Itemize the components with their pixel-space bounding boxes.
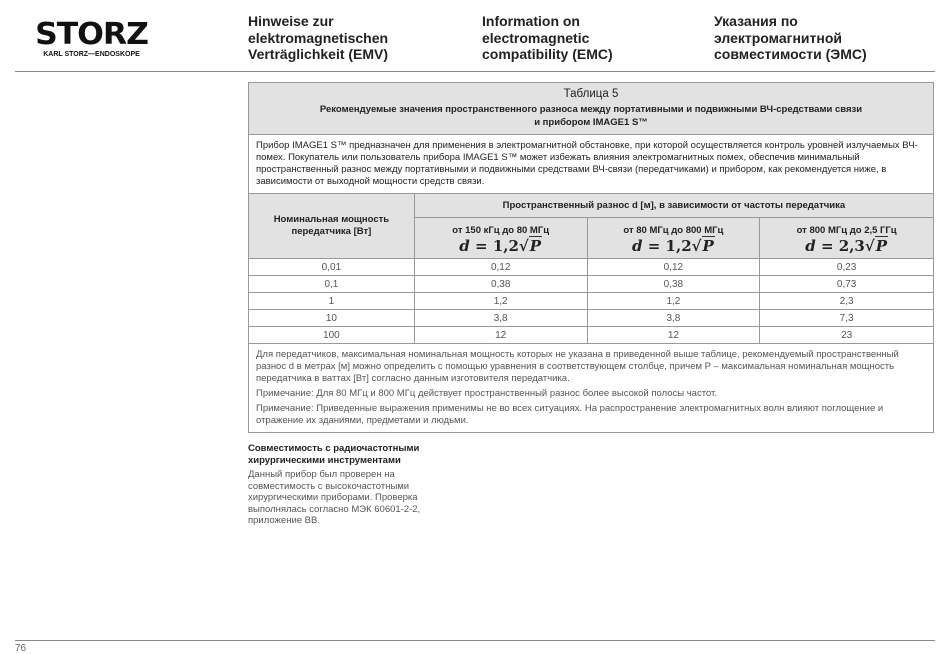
- band-header-2: от 80 МГц до 800 МГц d = 1,2√P: [587, 218, 760, 259]
- logo-wordmark: STORZ: [35, 17, 148, 52]
- distance-header: Пространственный разнос d [м], в зависимости от частоты передатчика: [414, 194, 933, 218]
- title-english: Information on electromagnetic compatibility (EMC): [482, 13, 613, 62]
- note-frequency: Примечание: Для 80 МГц и 800 МГц действует пространственный разнос более высокой полосы частот.: [256, 388, 717, 399]
- hf-surgical-section: [248, 443, 448, 527]
- table-row: 100 12 12 23: [249, 327, 934, 344]
- separation-distance-table: [248, 82, 934, 433]
- table-title: Таблица 5: [563, 88, 619, 100]
- page-number: 76: [15, 643, 27, 654]
- table-intro: Прибор IMAGE1 S™ предназначен для применения в электромагнитной обстановке, при которой осуществляется контроль уровней излучаемых ВЧ-помех. Покупатель или пользователь прибора IMAGE1 S™ может избежать влияния электромагнитных помех, обеспечив минимальный пространственный разнос между портативными и подвижными средствами ВЧ-связи (передатчиками) и прибором, как рекомендуется ниже, в зависимости от выходной мощности средств связи.: [249, 135, 934, 194]
- table-subtitle: Рекомендуемые значения пространственного разноса между портативными и подвижными ВЧ-средствами связи и прибором IMAGE1 S™: [319, 104, 863, 128]
- formula-band-3: d = 2,3√P: [805, 236, 888, 255]
- band-header-1: от 150 кГц до 80 МГц d = 1,2√P: [414, 218, 587, 259]
- power-column-header: Номинальная мощность передатчика [Вт]: [249, 194, 415, 259]
- note-applicability: Примечание: Приведенные выражения применимы не во всех ситуациях. На распространение электромагнитных волн влияют поглощение и отражение их зданиями, предметами и людьми.: [256, 403, 884, 426]
- section-body: Данный прибор был проверен на совместимость с высокочастотными хирургическими приборами. Проверка выполнялась согласно МЭК 60601-2-2, приложение BB.: [248, 469, 421, 526]
- band-header-3: от 800 МГц до 2,5 ГГц d = 2,3√P: [760, 218, 934, 259]
- footer-divider: [15, 640, 935, 641]
- formula-band-2: d = 1,2√P: [631, 236, 714, 255]
- formula-band-1: d = 1,2√P: [459, 236, 542, 255]
- storz-logo: [34, 17, 149, 58]
- note-general: Для передатчиков, максимальная номинальная мощность которых не указана в приведенной выше таблице, рекомендуемый пространственный разнос d в метрах [м] можно определить с помощью уравнения в соответствующем столбце, причем P – максимальная номинальная мощность передатчика в ваттах [Вт] согласно данным изготовителя передатчика.: [256, 349, 899, 384]
- title-german: Hinweise zur elektromagnetischen Verträglichkeit (EMV): [248, 13, 389, 62]
- header-divider: [15, 71, 935, 72]
- table-row: 10 3,8 3,8 7,3: [249, 310, 934, 327]
- section-heading: Совместимость с радиочастотными хирургическими инструментами: [248, 443, 420, 466]
- logo-subline: KARL STORZ—ENDOSKOPE: [43, 51, 140, 58]
- title-russian: Указания по электромагнитной совместимости (ЭМС): [714, 13, 867, 62]
- table-row: 0,01 0,12 0,12 0,23: [249, 259, 934, 276]
- table-notes: [249, 344, 934, 433]
- table-row: 0,1 0,38 0,38 0,73: [249, 276, 934, 293]
- table-caption: [249, 83, 934, 135]
- table-row: 1 1,2 1,2 2,3: [249, 293, 934, 310]
- page-header: [0, 0, 950, 72]
